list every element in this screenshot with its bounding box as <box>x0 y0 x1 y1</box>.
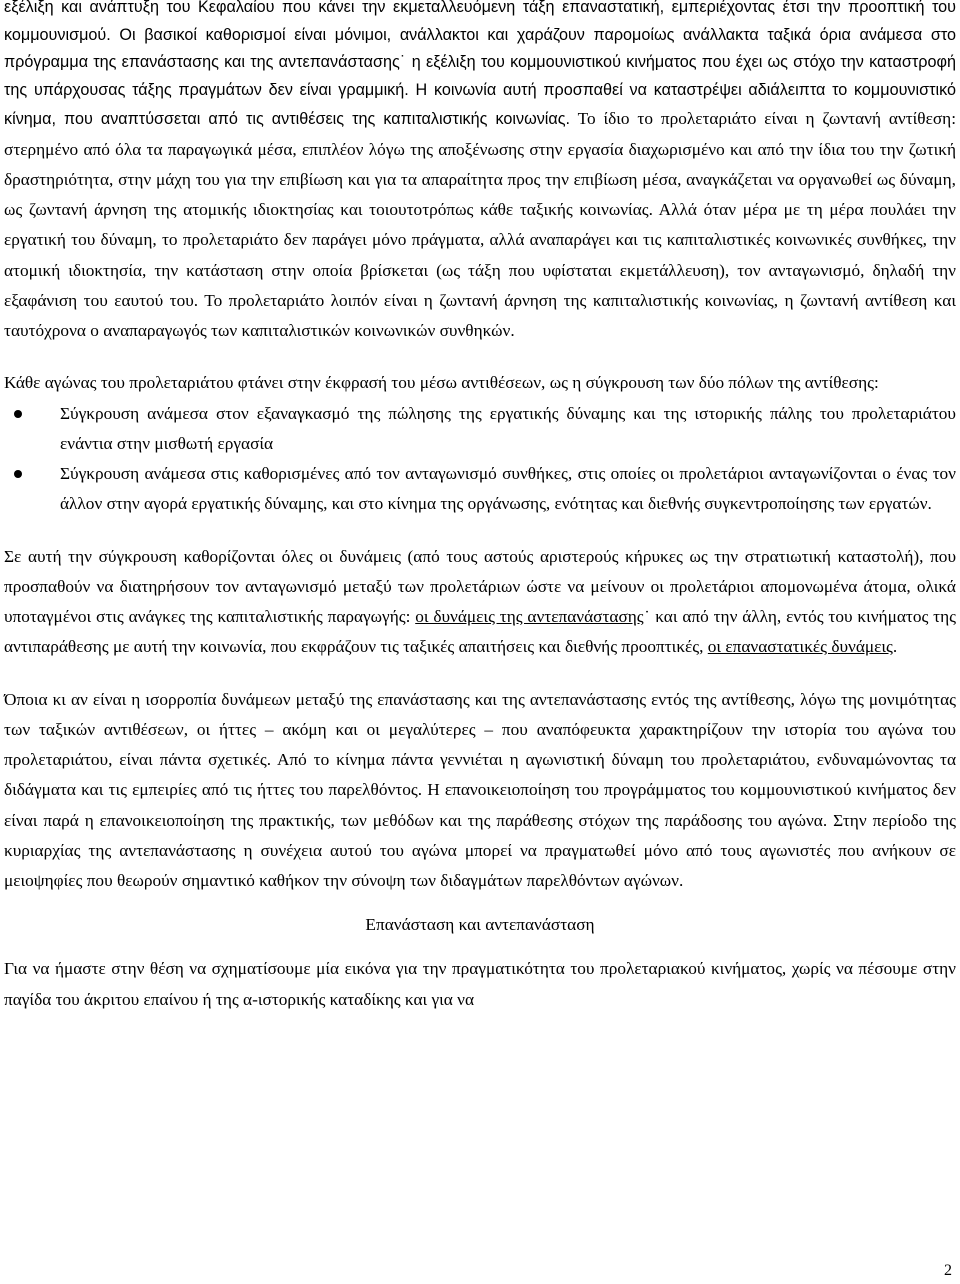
paragraph-gap <box>4 346 956 368</box>
paragraph-intro-sans: εξέλιξη και ανάπτυξη του Κεφαλαίου που κάνει την εκμεταλλευόμενη τάξη επαναστατική, εμπεριέχοντας έτσι την προοπτική του κομμουνισμού. Οι βασικοί καθορισμοί είναι μόνιμοι, ανάλλακτοι και χαράζουν παρομοίως ανάλλακτα ταξικά όρια ανάμεσα στο πρόγραμμα της επανάστασης και της αντεπανάστασης˙ η εξέλιξη του κομμουνιστικού κινήματος που έχει ως στόχο την καταστροφή της υπάρχουσας τάξης πραγμάτων δεν είναι γραμμική. Η κοινωνία αυτή προσπαθεί να καταστρέψει αδιάλειπτα το κομμουνιστικό κίνημα, που αναπτύσσεται από τις αντιθέσεις της καπιταλιστικής κοινωνίας. <box>4 0 956 129</box>
list-item <box>4 399 956 460</box>
paragraph-gap <box>4 896 956 910</box>
paragraph-forces-text: ˙ και από την άλλη, εντός του κινήματος της αντιπαράθεσης με αυτή την κοινωνία, που εκφράζουν τις ταξικές απαιτήσεις και διεθνής προοπτικές, <box>4 607 956 657</box>
paragraph-intro <box>4 0 956 346</box>
underlined-phrase: οι επαναστατικές δυνάμεις <box>707 637 893 657</box>
paragraph-intro-serif: Το ίδιο το προλεταριάτο είναι η ζωντανή αντίθεση: στερημένο από όλα τα παραγωγικά μέσα, επιπλέον λόγω της αποξένωσης στην εργασία διαχωρισμένο και από την ίδια του την ζωτική δραστηριότητα, στην μάχη του για την επιβίωση και για τα απαραίτητα προς την επιβίωση μέσα, αναγκάζεται να οργανωθεί ως δύναμη, ως ζωντανή άρνηση της ατομικής ιδιοκτησίας και τοιουτοτρόπως κάθε ταξικής κοινωνίας. Αλλά όταν μέρα με τη μέρα πουλάει την εργατική του δύναμη, το προλεταριάτο δεν παράγει μόνο πράγματα, αλλά αναπαράγει και τις καπιταλιστικές κοινωνικές συνθήκες, την ατομική ιδιοκτησία, την κατάσταση στην οποία βρίσκεται (ως τάξη που υφίσταται εκμετάλλευση), τον ανταγωνισμό, δηλαδή την εξαφάνιση του εαυτού του. Το προλεταριάτο λοιπόν είναι η ζωντανή άρνηση της καπιταλιστικής κοινωνίας, η ζωντανή αντίθεση και ταυτόχρονα ο αναπαραγωγός των καπιταλιστικών κοινωνικών συνθηκών. <box>4 109 956 341</box>
paragraph-balance: Όποια κι αν είναι η ισορροπία δυνάμεων μεταξύ της επανάστασης και της αντεπανάστασης εντός της αντίθεσης, λόγω της μονιμότητας των ταξικών αντιθέσεων, οι ήττες – ακόμη και οι μεγαλύτερες – που αναπόφευκτα χαρακτηρίζουν την ιστορία του αγώνα του προλεταριάτου, είναι πάντα σχετικές. Από το κίνημα πάντα γεννιέται η αγωνιστική δύναμη του προλεταριάτου, ενδυναμώνοντας τα διδάγματα και τις εμπειρίες από τις ήττες του παρελθόντος. Η επανοικειοποίηση του προγράμματος του κομμουνιστικού κινήματος δεν είναι παρά η επανοικειοποίηση της πρακτικής, των μεθόδων και της παράθεσης στόχων της παράδοσης του αγώνα. Στην περίοδο της κυριαρχίας της αντεπανάστασης η συνέχεια αυτού του αγώνα μπορεί να πραγματωθεί μόνο από τους αγωνιστές που ανήκουν σε μειοψηφίες που θεωρούν σημαντικό καθήκον την σύνοψη των διδαγμάτων παρελθόντων αγώνων. <box>4 689 956 891</box>
document-page <box>4 0 956 1015</box>
paragraph-gap <box>4 940 956 954</box>
bullet-list <box>4 399 956 520</box>
bullet-icon <box>14 410 22 418</box>
list-item-text: Σύγκρουση ανάμεσα στον εξαναγκασμό της πώλησης της εργατικής δύναμης και της ιστορικής πάλης του προλεταριάτου ενάντια στην μισθωτή εργασία <box>60 403 956 453</box>
paragraph-gap <box>4 663 956 685</box>
underlined-phrase: οι δυνάμεις της αντεπανάστασης <box>415 607 644 627</box>
paragraph-struggle: Κάθε αγώνας του προλεταριάτου φτάνει στην έκφρασή του μέσω αντιθέσεων, ως η σύγκρουση των δύο πόλων της αντίθεσης: <box>4 373 879 393</box>
bullet-icon <box>14 470 22 478</box>
list-item <box>4 459 956 520</box>
paragraph-forces-text: Σε αυτή την σύγκρουση καθορίζονται όλες οι δυνάμεις (από τους αστούς αριστερούς κήρυκες ως την στρατιωτική καταστολή), που προσπαθούν να διατηρήσουν τον ανταγωνισμό μεταξύ των προλετάριων ώστε να μείνουν οι προλετάριοι απομονωμένα άτομα, ολικά υποταγμένοι στις ανάγκες της καπιταλιστικής παραγωγής: <box>4 546 956 627</box>
paragraph-gap <box>4 520 956 542</box>
list-item-text: Σύγκρουση ανάμεσα στις καθορισμένες από τον ανταγωνισμό συνθήκες, στις οποίες οι προλετάριοι ανταγωνίζονται ο ένας τον άλλον στην αγορά εργατικής δύναμης, και στο κίνημα της οργάνωσης, ενότητας και διεθνής συγκεντροποίησης των εργατών. <box>60 464 956 514</box>
page-number: 2 <box>944 1262 952 1279</box>
paragraph-forces <box>4 542 956 663</box>
section-heading: Επανάσταση και αντεπανάσταση <box>365 915 595 935</box>
paragraph-closing: Για να ήμαστε στην θέση να σχηματίσουμε μία εικόνα για την πραγματικότητα του προλεταριακού κινήματος, χωρίς να πέσουμε στην παγίδα του άκριτου επαίνου ή της α-ιστορικής καταδίκης και για να <box>4 959 956 1009</box>
paragraph-forces-text: . <box>892 637 898 657</box>
